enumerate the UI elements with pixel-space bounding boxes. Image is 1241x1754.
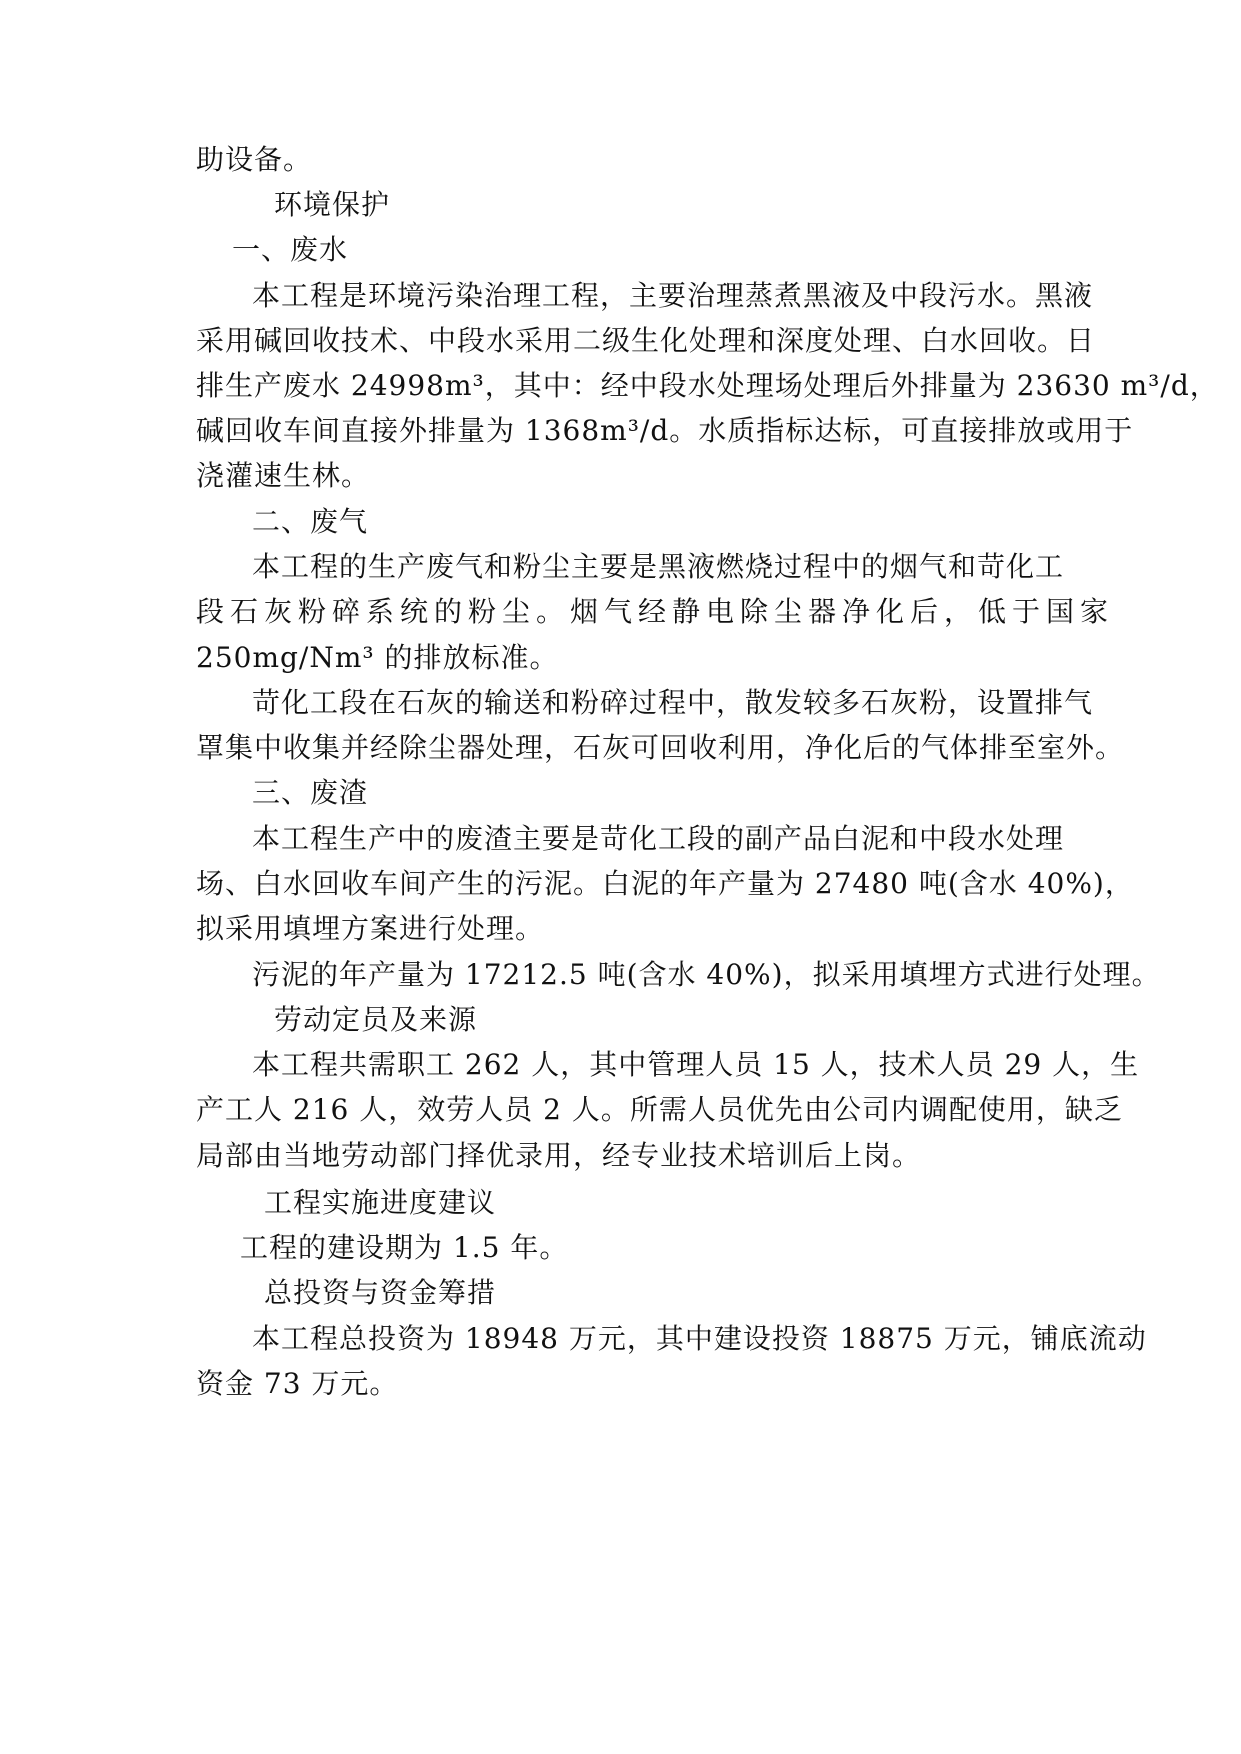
text-line: 苛化工段在石灰的输送和粉碎过程中，散发较多石灰粉，设置排气 (252, 686, 1094, 719)
text-line: 本工程是环境污染治理工程，主要治理蒸煮黑液及中段污水。黑液 (252, 279, 1094, 312)
text-line: 罩集中收集并经除尘器处理，石灰可回收利用，净化后的气体排至室外。 (196, 731, 1125, 764)
subsection-heading: 一、废水 (232, 233, 349, 266)
text-line: 污泥的年产量为 17212.5 吨(含水 40%)，拟采用填埋方式进行处理。 (252, 958, 1161, 991)
text-line: 产工人 216 人，效劳人员 2 人。所需人员优先由公司内调配使用，缺乏 (196, 1093, 1123, 1126)
text-line: 碱回收车间直接外排量为 1368m³/d。水质指标达标，可直接排放或用于 (196, 414, 1134, 447)
text-line: 工程的建设期为 1.5 年。 (240, 1231, 569, 1264)
section-heading: 环境保护 (274, 188, 391, 221)
subsection-heading: 三、废渣 (252, 776, 369, 809)
text-line: 拟采用填埋方案进行处理。 (196, 912, 545, 945)
text-line: 本工程共需职工 262 人，其中管理人员 15 人，技术人员 29 人，生 (252, 1048, 1140, 1081)
text-line: 本工程的生产废气和粉尘主要是黑液燃烧过程中的烟气和苛化工 (252, 550, 1065, 583)
section-heading: 总投资与资金筹措 (264, 1276, 497, 1309)
text-line: 资金 73 万元。 (196, 1367, 399, 1400)
text-line: 本工程总投资为 18948 万元，其中建设投资 18875 万元，铺底流动 (252, 1322, 1147, 1355)
text-line: 采用碱回收技术、中段水采用二级生化处理和深度处理、白水回收。日 (196, 324, 1096, 357)
text-line: 局部由当地劳动部门择优录用，经专业技术培训后上岗。 (196, 1139, 922, 1172)
subsection-heading: 二、废气 (252, 505, 369, 538)
text-line: 本工程生产中的废渣主要是苛化工段的副产品白泥和中段水处理 (252, 822, 1065, 855)
text-line: 排生产废水 24998m³，其中：经中段水处理场处理后外排量为 23630 m³/d， (196, 369, 1219, 402)
section-heading: 工程实施进度建议 (264, 1186, 497, 1219)
text-line: 场、白水回收车间产生的污泥。白泥的年产量为 27480 吨(含水 40%)， (196, 867, 1134, 900)
text-line: 250mg/Nm³ 的排放标准。 (196, 641, 559, 674)
section-heading: 劳动定员及来源 (274, 1003, 478, 1036)
text-line: 助设备。 (196, 143, 313, 176)
text-line: 浇灌速生林。 (196, 459, 371, 492)
text-line: 段石灰粉碎系统的粉尘。烟气经静电除尘器净化后，低于国家 (196, 595, 1115, 628)
